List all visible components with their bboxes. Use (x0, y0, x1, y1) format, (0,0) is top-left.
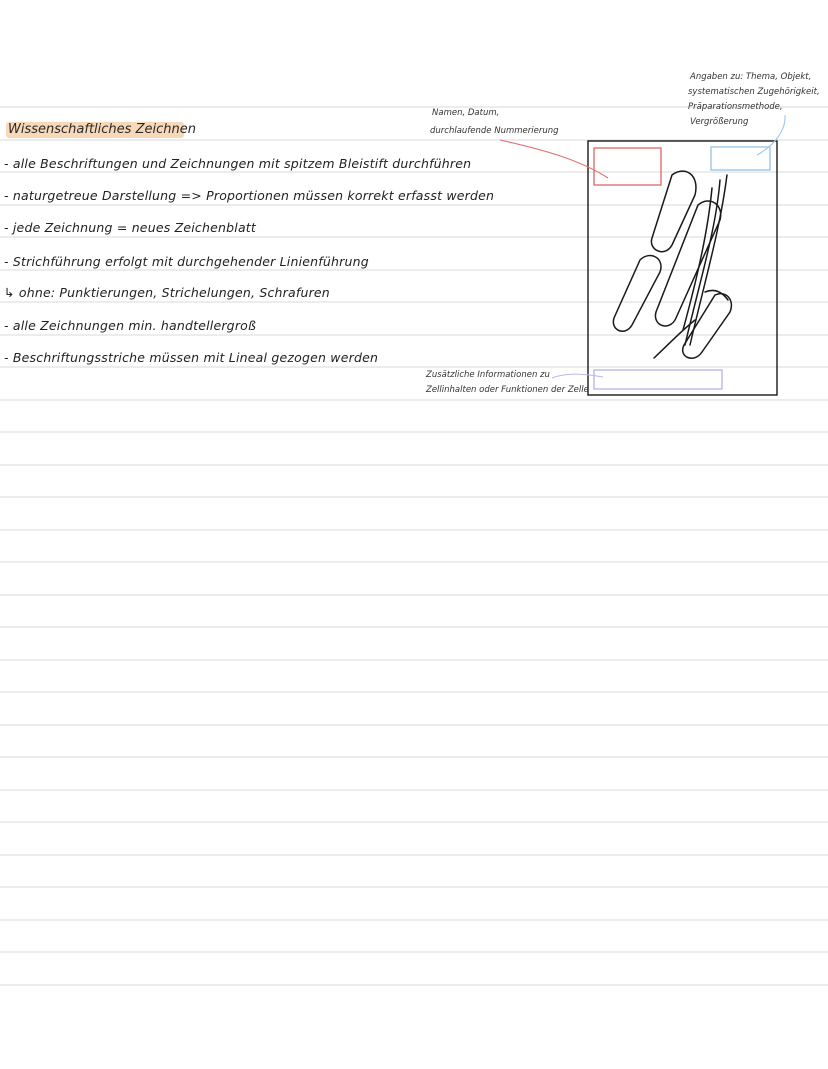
annotation-info-2: systematischen Zugehörigkeit, (688, 87, 820, 97)
rule-item: ↳ ohne: Punktierungen, Strichelungen, Schrafuren (4, 285, 330, 300)
page-title: Wissenschaftliches Zeichnen (8, 122, 196, 137)
rule-item: - jede Zeichnung = neues Zeichenblatt (4, 220, 257, 235)
rule-item: - alle Zeichnungen min. handtellergroß (4, 318, 257, 333)
rule-item: - Strichführung erfolgt mit durchgehender Linienführung (4, 254, 369, 269)
rule-item: - Beschriftungsstriche müssen mit Lineal gezogen werden (4, 350, 379, 365)
annotation-info-1: Angaben zu: Thema, Objekt, (690, 72, 812, 82)
annotation-name-date-2: durchlaufende Nummerierung (430, 126, 559, 136)
annotation-info-4: Vergrößerung (690, 117, 749, 127)
annotation-info-3: Präparationsmethode, (688, 102, 783, 112)
annotation-extra-2: Zellinhalten oder Funktionen der Zelle (426, 385, 589, 395)
annotation-name-date-1: Namen, Datum, (432, 108, 500, 118)
rule-item: - alle Beschriftungen und Zeichnungen mit spitzem Bleistift durchführen (4, 156, 472, 171)
annotation-extra-1: Zusätzliche Informationen zu (426, 370, 550, 380)
rule-item: - naturgetreue Darstellung => Proportionen müssen korrekt erfasst werden (4, 188, 495, 203)
